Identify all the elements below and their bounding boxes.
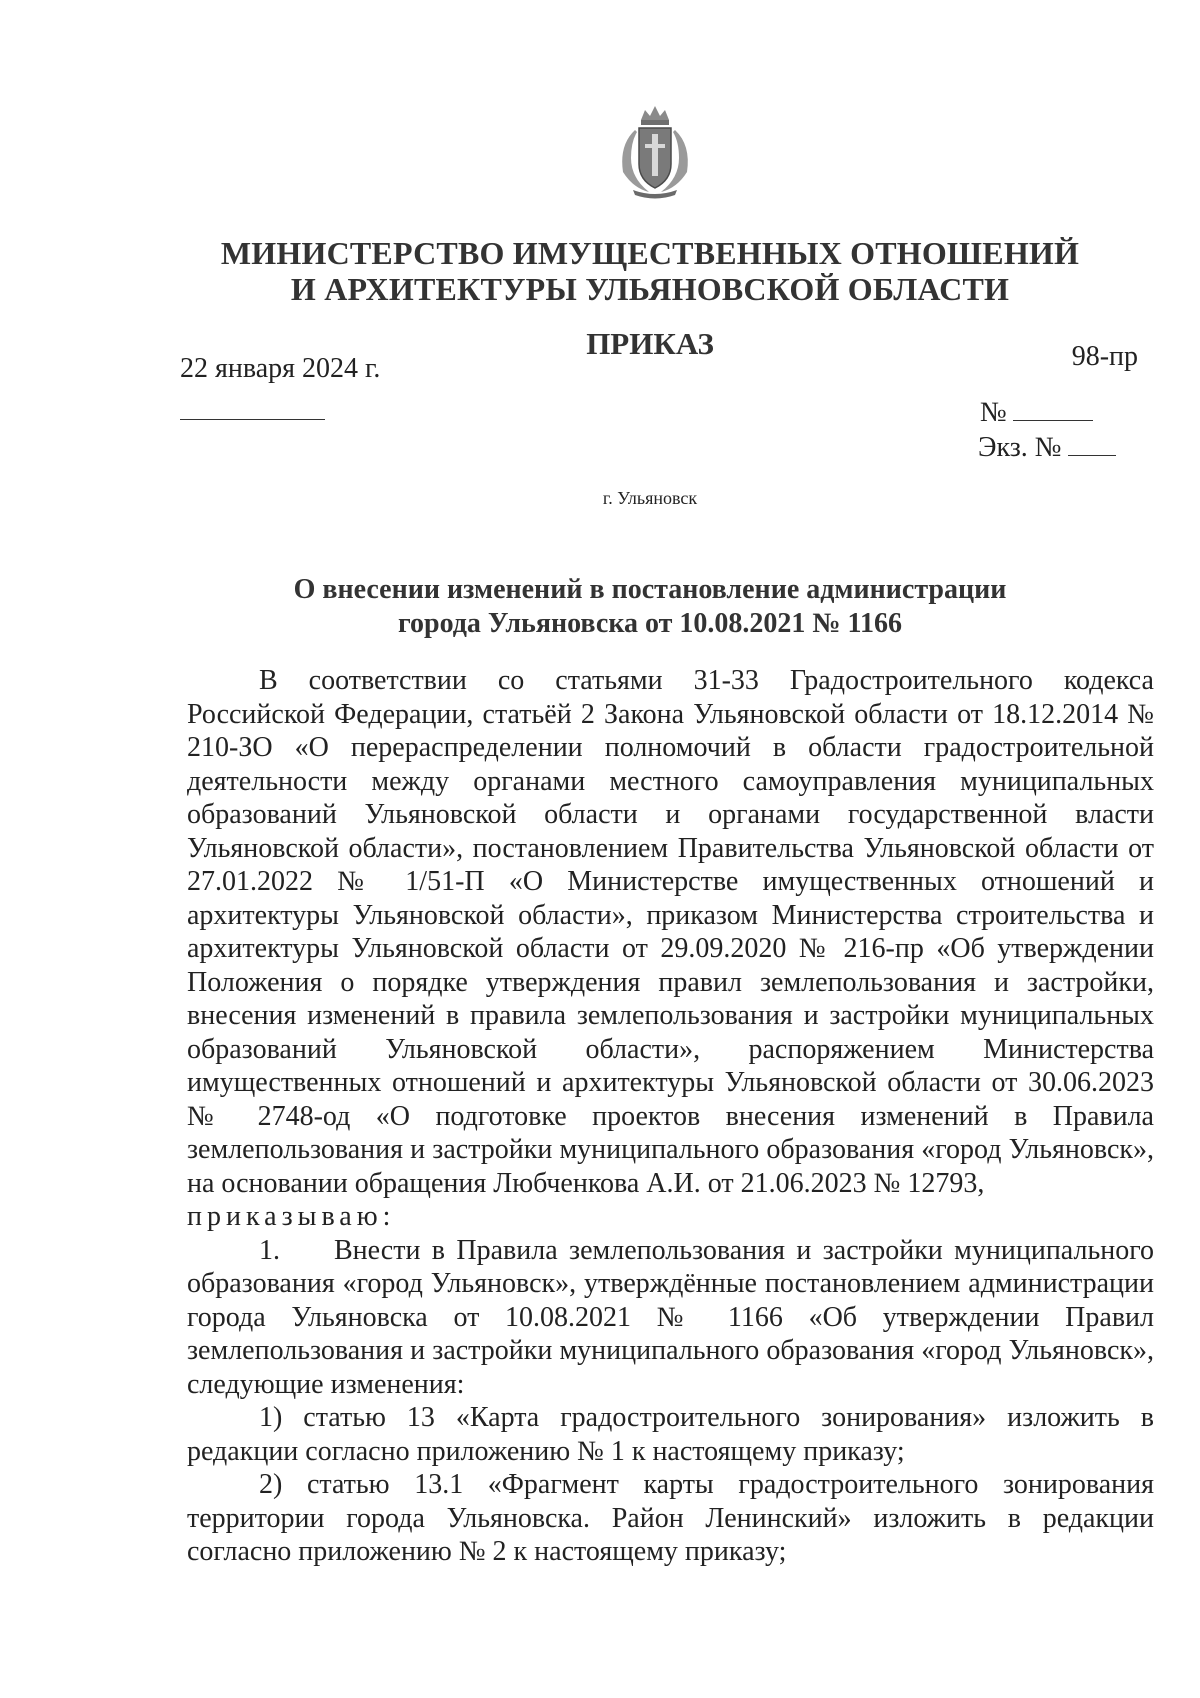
ministry-name-line2: И АРХИТЕКТУРЫ УЛЬЯНОВСКОЙ ОБЛАСТИ <box>290 271 1010 307</box>
order-word: приказываю: <box>187 1201 396 1232</box>
subitem-1-paragraph: 1) статью 13 «Карта градостроительного зонирования» изложить в редакции согласно приложению № 1 к настоящему приказу; <box>187 1402 1154 1467</box>
ministry-name <box>150 235 1150 307</box>
copy-field <box>978 431 1116 464</box>
order-subject <box>200 573 1100 641</box>
city-name: г. Ульяновск <box>602 488 698 508</box>
date-underline <box>180 419 325 420</box>
subject-line2: города Ульяновска от 10.08.2021 № 1166 <box>397 608 902 639</box>
preamble-paragraph: В соответствии со статьями 31-33 Градостроительного кодекса Российской Федерации, статьёй 2 Закона Ульяновской области от 18.12.2014 № 210-ЗО «О перераспределении полномочий в области градостроительной деятельности между органами местного самоуправления муниципальных образований Ульяновской области и органами государственной власти Ульяновской области», постановлением Правительства Ульяновской области от 27.01.2022 № 1/51-П «О Министерстве имущественных отношений и архитектуры Ульяновской области», приказом Министерства строительства и архитектуры Ульяновской области от 29.09.2020 № 216-пр «Об утверждении Положения о порядке утверждения правил землепользования и застройки, внесения изменений в правила землепользования и застройки муниципальных образований Ульяновской области», распоряжением Министерства имущественных отношений и архитектуры Ульяновской области от 30.06.2023 № 2748-од «О подготовке проектов внесения изменений в Правила землепользования и застройки муниципального образования «город Ульяновск», на основании обращения Любченкова А.И. от 21.06.2023 № 12793, <box>187 665 1154 1199</box>
subitem-2-paragraph: 2) статью 13.1 «Фрагмент карты градостроительного зонирования территории города Ульяновска. Район Ленинский» изложить в редакции согласно приложению № 2 к настоящему приказу; <box>187 1469 1154 1567</box>
item-1-paragraph <box>187 1234 1154 1402</box>
ministry-name-line1: МИНИСТЕРСТВО ИМУЩЕСТВЕННЫХ ОТНОШЕНИЙ <box>220 235 1080 271</box>
ulyanovsk-coat-of-arms-icon <box>605 100 705 200</box>
copy-label: Экз. № <box>978 432 1062 463</box>
number-blank-line <box>1013 396 1093 421</box>
item-1-number: 1. <box>259 1234 280 1266</box>
copy-blank-line <box>1068 431 1116 456</box>
subject-line1: О внесении изменений в постановление администрации <box>293 574 1007 605</box>
item-1-text: Внести в Правила землепользования и застройки муниципального образования «город Ульяновск», утверждённые постановлением администрации города Ульяновска от 10.08.2021 № 1166 «Об утверждении Правил землепользования и застройки муниципального образования «город Ульяновск», следующие изменения: <box>187 1234 1154 1400</box>
order-body <box>187 664 1154 1569</box>
number-field <box>980 396 1093 429</box>
order-date: 22 января 2024 г. <box>180 353 381 384</box>
number-label: № <box>980 397 1007 428</box>
order-number: 98-пр <box>1071 341 1138 372</box>
order-title: ПРИКАЗ <box>586 326 714 361</box>
